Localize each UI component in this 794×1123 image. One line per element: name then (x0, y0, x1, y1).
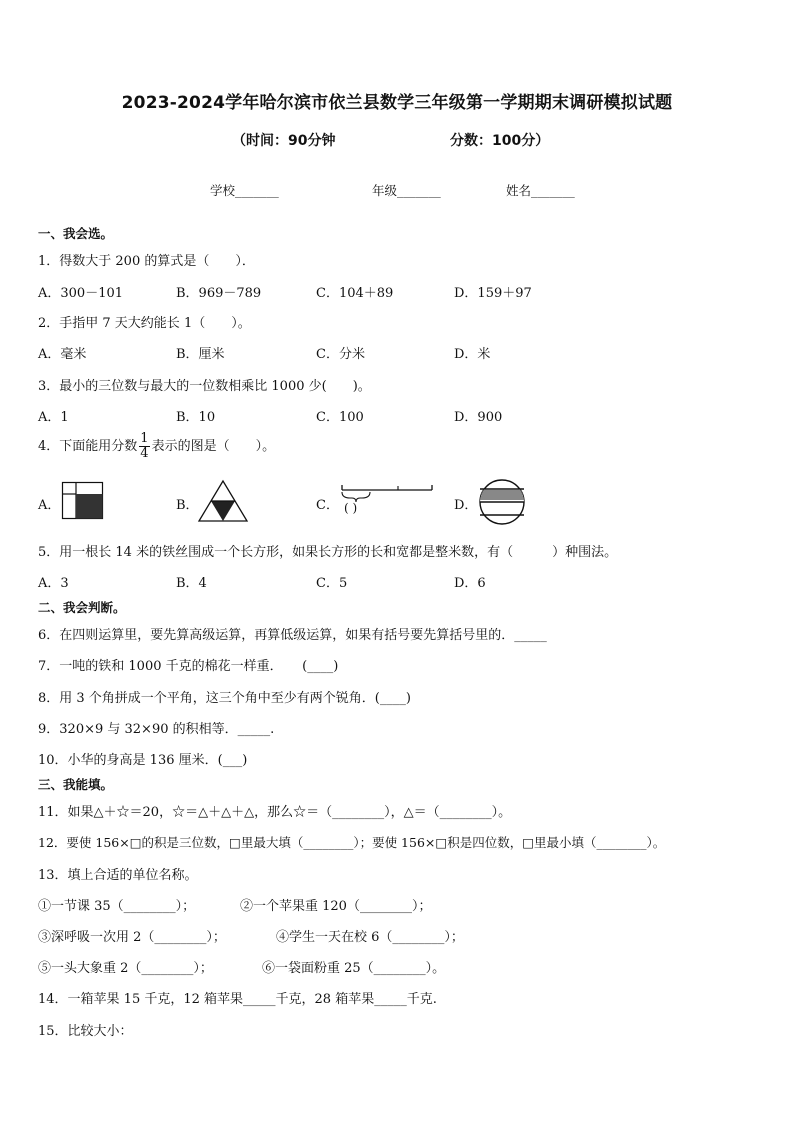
q3-option-c: C．100 (316, 410, 364, 425)
question-13-2: ②一个苹果重 120（________）； (240, 899, 432, 914)
exam-score: 分数：100分） (450, 133, 550, 149)
q4-c-paren: ( ) (344, 501, 358, 515)
question-4 (38, 432, 275, 461)
question-1: 1．得数大于 200 的算式是（ ）． (38, 254, 255, 269)
question-2: 2．手指甲 7 天大约能长 1（ ）。 (38, 316, 251, 331)
question-13-3: ③深呼吸一次用 2（________）； (38, 930, 226, 945)
question-9: 9．320×9 与 32×90 的积相等．_____. (38, 722, 275, 737)
q5-option-d: D．6 (454, 576, 486, 591)
section-2-heading: 二、我会判断。 (38, 600, 126, 615)
q1-option-a: A．300－101 (38, 286, 124, 301)
q1-option-d: D．159＋97 (454, 286, 532, 301)
question-13: 13．填上合适的单位名称。 (38, 868, 198, 883)
question-13-6: ⑥一袋面粉重 25（________）。 (262, 961, 446, 976)
question-11: 11．如果△＋☆＝20，☆＝△＋△＋△，那么☆＝（________），△＝（________）。 (38, 805, 512, 820)
question-7: 7．一吨的铁和 1000 千克的棉花一样重． (____) (38, 659, 339, 674)
question-12: 12．要使 156×□的积是三位数，□里最大填（________）；要使 156×□积是四位数，□里最小填（________）。 (38, 835, 666, 850)
question-5: 5．用一根长 14 米的铁丝围成一个长方形，如果长方形的长和宽都是整米数，有（ ）种围法。 (38, 545, 618, 560)
question-10: 10．小华的身高是 136 厘米．(___) (38, 753, 248, 768)
q3-option-b: B．10 (176, 410, 216, 425)
q2-option-c: C．分米 (316, 347, 365, 362)
question-13-5: ⑤一头大象重 2（________）； (38, 961, 213, 976)
q4-option-b: B． (176, 498, 199, 513)
question-8: 8．用 3 个角拼成一个平角，这三个角中至少有两个锐角．(____) (38, 691, 411, 706)
question-15: 15．比较大小： (38, 1024, 133, 1039)
q5-option-b: B．4 (176, 576, 207, 591)
q3-option-a: A．1 (38, 410, 69, 425)
q4-figure-a-squares (62, 482, 104, 520)
q2-option-b: B．厘米 (176, 347, 225, 362)
q1-option-c: C．104＋89 (316, 286, 394, 301)
q4-option-d: D． (454, 498, 478, 513)
question-6: 6．在四则运算里，要先算高级运算，再算低级运算，如果有括号要先算括号里的．_____ (38, 628, 547, 643)
question-14: 14．一箱苹果 15 千克，12 箱苹果_____千克，28 箱苹果_____千克. (38, 992, 437, 1007)
fraction-one-quarter (139, 432, 149, 461)
q2-option-a: A．毫米 (38, 347, 87, 362)
exam-time: （时间：90分钟 (232, 133, 336, 149)
fraction-denominator: 4 (140, 446, 149, 461)
q4-option-a: A． (38, 498, 61, 513)
q1-option-b: B．969－789 (176, 286, 262, 301)
section-3-heading: 三、我能填。 (38, 777, 114, 792)
q2-option-d: D．米 (454, 347, 491, 362)
grade-field: 年级_______ (372, 183, 441, 198)
q4-figure-b-triangle (198, 480, 248, 522)
school-field: 学校_______ (210, 183, 279, 198)
section-1-heading: 一、我会选。 (38, 226, 114, 241)
question-13-4: ④学生一天在校 6（________）； (276, 930, 464, 945)
fraction-numerator: 1 (140, 431, 149, 446)
question-13-1: ①一节课 35（________）； (38, 899, 196, 914)
q5-option-a: A．3 (38, 576, 69, 591)
q4-stem-after: 表示的图是（ ）。 (151, 439, 276, 454)
q3-option-d: D．900 (454, 410, 503, 425)
q4-option-c: C． (316, 498, 339, 513)
q4-stem-before: 4．下面能用分数 (38, 439, 138, 454)
q5-option-c: C．5 (316, 576, 348, 591)
q4-figure-d-circle (478, 478, 526, 526)
page-title: 2023-2024学年哈尔滨市依兰县数学三年级第一学期期末调研模拟试题 (121, 93, 673, 113)
name-field: 姓名_______ (506, 183, 575, 198)
question-3: 3．最小的三位数与最大的一位数相乘比 1000 少( )。 (38, 379, 371, 394)
